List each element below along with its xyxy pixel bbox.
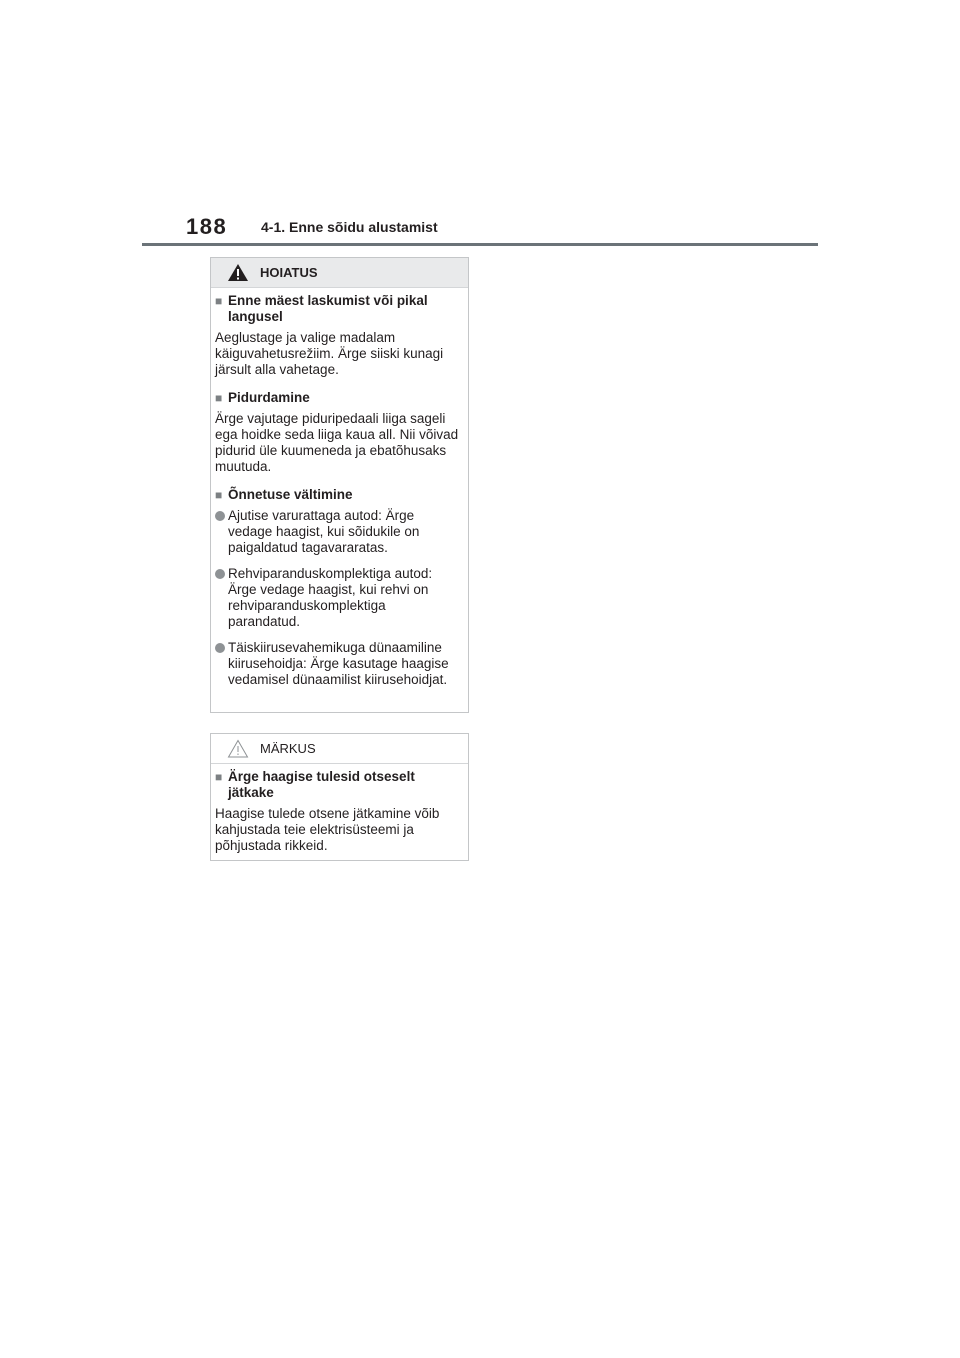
- bullet-text: Rehviparanduskomplektiga autod: Ärge vedage haagist, kui rehvi on rehviparanduskomplektiga parandatud.: [228, 566, 433, 629]
- notice-box-body: [211, 764, 468, 854]
- bullet-item: [215, 566, 460, 630]
- section-paragraph: Aeglustage ja valige madalam käiguvahetusrežiim. Ärge siiski kunagi järsult alla vahetage.: [215, 330, 444, 377]
- warning-triangle-filled-icon: [227, 263, 249, 287]
- notice-box: [210, 733, 469, 861]
- heading-text: Ärge haagise tulesid otseselt jätkake: [228, 769, 415, 800]
- section-heading: [215, 769, 460, 801]
- heading-text: Enne mäest laskumist või pikal langusel: [228, 293, 428, 324]
- warning-box: [210, 257, 469, 713]
- round-bullet-icon: [215, 640, 228, 688]
- square-bullet-icon: ■: [215, 294, 223, 308]
- section-title: 4-1. Enne sõidu alustamist: [261, 219, 438, 235]
- notice-box-header: [211, 734, 468, 764]
- square-bullet-icon: ■: [215, 770, 223, 784]
- section-heading: [215, 487, 460, 503]
- warning-box-body: [211, 288, 468, 688]
- round-bullet-icon: [215, 566, 228, 630]
- notice-triangle-outline-icon: [227, 739, 249, 763]
- bullet-item: [215, 508, 460, 556]
- section-paragraph: Haagise tulede otsene jätkamine võib kahjustada teie elektrisüsteemi ja põhjustada rikkeid.: [215, 806, 440, 853]
- heading-text: Õnnetuse vältimine: [228, 487, 353, 502]
- header-rule: [142, 243, 818, 246]
- bullet-text: Ajutise varurattaga autod: Ärge vedage haagist, kui sõidukile on paigaldatud tagavararatas.: [228, 508, 420, 555]
- section-heading: [215, 390, 460, 406]
- page-number: 188: [186, 214, 228, 239]
- notice-box-title: MÄRKUS: [260, 741, 316, 756]
- heading-text: Pidurdamine: [228, 390, 310, 405]
- square-bullet-icon: ■: [215, 488, 223, 502]
- bullet-item: [215, 640, 460, 688]
- square-bullet-icon: ■: [215, 391, 223, 405]
- section-heading: [215, 293, 460, 325]
- warning-box-header: [211, 258, 468, 288]
- bullet-text: Täiskiirusevahemikuga dünaamiline kiirusehoidja: Ärge kasutage haagise vedamisel dünaamilist kiirusehoidjat.: [228, 640, 449, 687]
- warning-box-title: HOIATUS: [260, 265, 318, 280]
- section-paragraph: Ärge vajutage piduripedaali liiga sageli ega hoidke seda liiga kaua all. Nii võivad pidurid üle kuumeneda ja ebatõhusaks muutuda.: [215, 411, 459, 474]
- round-bullet-icon: [215, 508, 228, 556]
